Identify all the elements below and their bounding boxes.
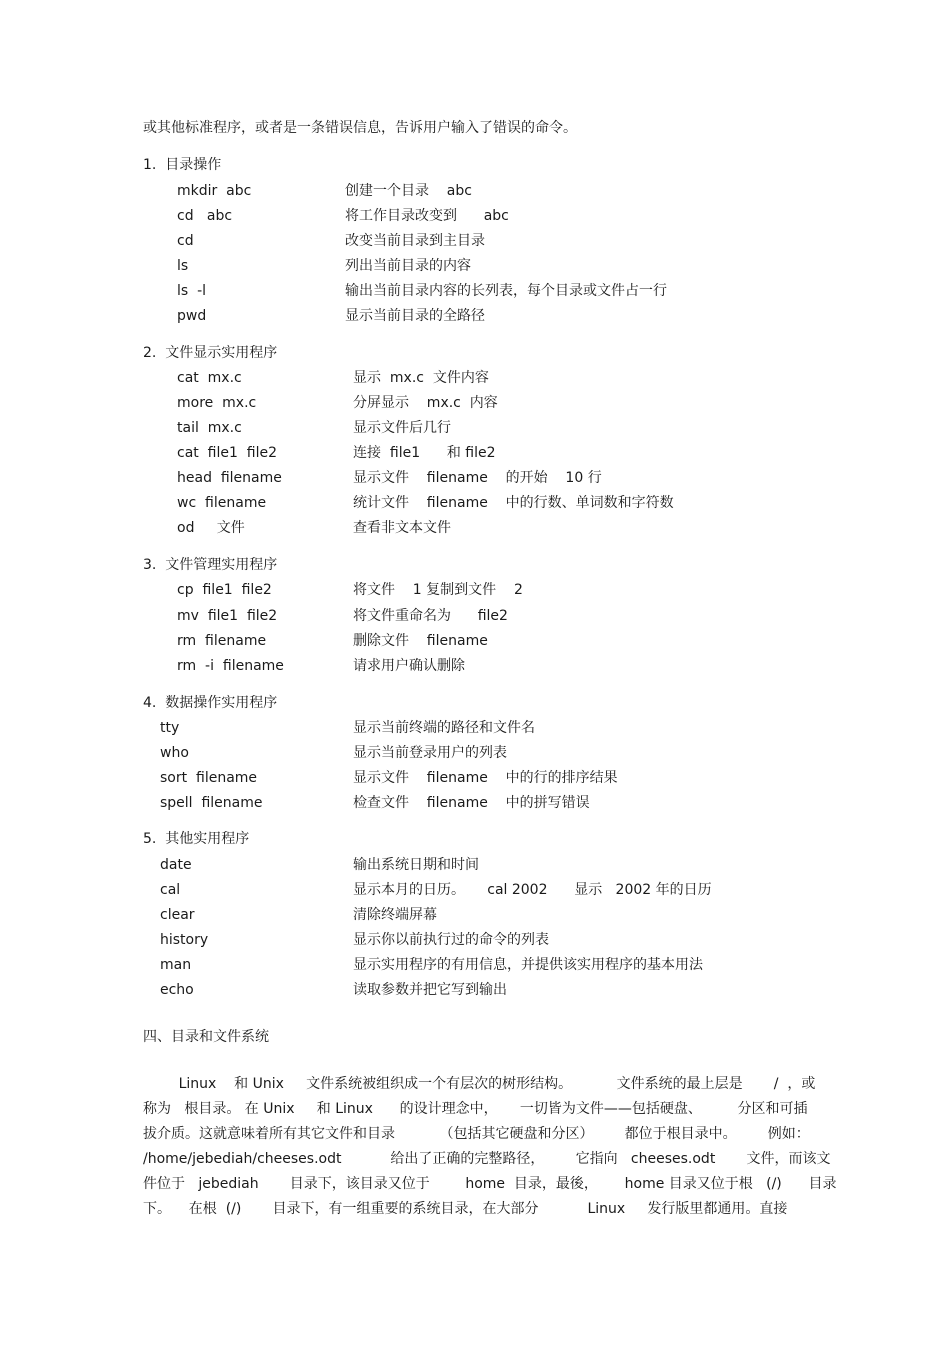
command: tty	[160, 720, 180, 736]
command-description: 将文件重命名为 file2	[353, 608, 508, 624]
paragraph-line: 下。 在根 (/) 目录下，有一组重要的系统目录，在大部分 Linux 发行版里都通用。直接	[143, 1201, 788, 1217]
section-title: 5. 其他实用程序	[143, 831, 250, 847]
command: who	[160, 745, 189, 761]
command: ls	[177, 258, 189, 274]
command: more mx.c	[177, 395, 257, 411]
command-description: 将工作目录改变到 abc	[345, 208, 509, 224]
section-title: 2. 文件显示实用程序	[143, 345, 278, 361]
command: date	[160, 857, 192, 873]
command: rm filename	[177, 633, 267, 649]
command-description: 输出系统日期和时间	[353, 857, 479, 873]
command: head filename	[177, 470, 282, 486]
command: cd	[177, 233, 194, 249]
command-description: 统计文件 filename 中的行数、单词数和字符数	[353, 495, 674, 511]
command: mv file1 file2	[177, 608, 278, 624]
command-description: 创建一个目录 abc	[345, 183, 472, 199]
paragraph-line: 件位于 jebediah 目录下，该目录又位于 home 目录，最後， home 目录又位于根 (/) 目录	[143, 1176, 837, 1192]
command: clear	[160, 907, 195, 923]
command-description: 显示当前登录用户的列表	[353, 745, 507, 761]
command-description: 查看非文本文件	[353, 520, 451, 536]
command: history	[160, 932, 209, 948]
command-description: 清除终端屏幕	[353, 907, 437, 923]
command-description: 列出当前目录的内容	[345, 258, 471, 274]
command: cat mx.c	[177, 370, 242, 386]
intro-text: 或其他标准程序，或者是一条错误信息，告诉用户输入了错误的命令。	[143, 120, 577, 136]
command: cd abc	[177, 208, 233, 224]
command: ls -l	[177, 283, 207, 299]
paragraph-line: /home/jebediah/cheeses.odt 给出了正确的完整路径， 它指向 cheeses.odt 文件，而该文	[143, 1151, 831, 1167]
command-description: 删除文件 filename	[353, 633, 488, 649]
paragraph-line: 拔介质。这就意味着所有其它文件和目录 （包括其它硬盘和分区） 都位于根目录中。 例如：	[143, 1126, 810, 1142]
command-description: 改变当前目录到主目录	[345, 233, 485, 249]
command-description: 显示 mx.c 文件内容	[353, 370, 489, 386]
command: rm -i filename	[177, 658, 284, 674]
chapter-heading: 四、目录和文件系统	[143, 1029, 269, 1045]
command-description: 读取参数并把它写到输出	[353, 982, 507, 998]
section-title: 1. 目录操作	[143, 157, 222, 173]
paragraph-line: 称为 根目录。 在 Unix 和 Linux 的设计理念中， 一切皆为文件——包括硬盘、 分区和可插	[143, 1101, 808, 1117]
command: cal	[160, 882, 181, 898]
command: sort filename	[160, 770, 258, 786]
command-description: 显示本月的日历。 cal 2002 显示 2002 年的日历	[353, 882, 712, 898]
section-title: 3. 文件管理实用程序	[143, 557, 278, 573]
command: echo	[160, 982, 194, 998]
command-description: 将文件 1 复制到文件 2	[353, 582, 523, 598]
paragraph-line: Linux 和 Unix 文件系统被组织成一个有层次的树形结构。 文件系统的最上层是 / ，或	[143, 1076, 816, 1092]
command: wc filename	[177, 495, 267, 511]
command-description: 显示当前目录的全路径	[345, 308, 485, 324]
command: mkdir abc	[177, 183, 252, 199]
command: man	[160, 957, 192, 973]
command-description: 显示当前终端的路径和文件名	[353, 720, 535, 736]
command: tail mx.c	[177, 420, 242, 436]
command-description: 显示实用程序的有用信息，并提供该实用程序的基本用法	[353, 957, 703, 973]
command-description: 显示文件 filename 中的行的排序结果	[353, 770, 618, 786]
command-description: 显示文件 filename 的开始 10 行	[353, 470, 602, 486]
command: cat file1 file2	[177, 445, 278, 461]
command: pwd	[177, 308, 207, 324]
command: spell filename	[160, 795, 263, 811]
command-description: 请求用户确认删除	[353, 658, 465, 674]
command: cp file1 file2	[177, 582, 272, 598]
command-description: 显示你以前执行过的命令的列表	[353, 932, 549, 948]
section-title: 4. 数据操作实用程序	[143, 695, 278, 711]
command: od 文件	[177, 520, 245, 536]
command-description: 分屏显示 mx.c 内容	[353, 395, 498, 411]
command-description: 输出当前目录内容的长列表，每个目录或文件占一行	[345, 283, 667, 299]
command-description: 显示文件后几行	[353, 420, 451, 436]
command-description: 连接 file1 和 file2	[353, 445, 496, 461]
command-description: 检查文件 filename 中的拼写错误	[353, 795, 590, 811]
